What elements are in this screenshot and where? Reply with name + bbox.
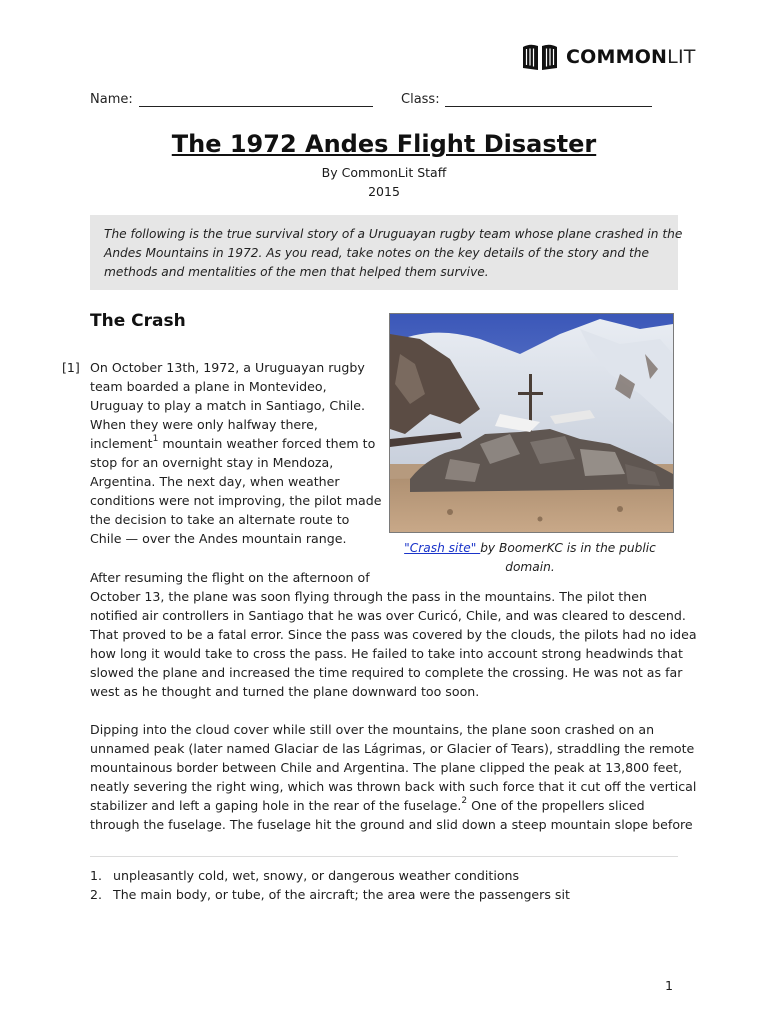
text-line: notified air controllers in Santiago that he was over Curicó, Chile, and was cleared to descend. bbox=[90, 608, 686, 623]
intro-line: The following is the true survival story of a Uruguayan rugby team whose plane crashed in the bbox=[104, 227, 683, 241]
open-book-icon bbox=[522, 43, 558, 71]
text-line: October 13, the plane was soon flying through the pass in the mountains. The pilot then bbox=[90, 589, 647, 604]
text-line: the decision to take an alternate route to bbox=[90, 512, 350, 527]
text-line: through the fuselage. The fuselage hit the ground and slid down a steep mountain slope before bbox=[90, 817, 693, 832]
footnote-divider bbox=[90, 856, 678, 857]
image-caption: "Crash site" by BoomerKC is in the public domain. bbox=[404, 541, 656, 574]
text-line: neatly severing the right wing, which was thrown back with such force that it cut off the vertical bbox=[90, 779, 697, 794]
crash-site-photo bbox=[389, 313, 674, 533]
publication-year: 2015 bbox=[368, 184, 400, 199]
text-line: After resuming the flight on the afternoon of bbox=[90, 570, 370, 585]
crash-site-link[interactable]: "Crash site" bbox=[404, 541, 481, 555]
footnote-ref[interactable]: 2 bbox=[461, 796, 468, 806]
intro-text bbox=[104, 225, 683, 282]
class-field[interactable] bbox=[445, 106, 652, 107]
footnote-number: 2. bbox=[90, 887, 103, 902]
name-label: Name: bbox=[90, 92, 133, 107]
text-line: On October 13th, 1972, a Uruguayan rugby bbox=[90, 360, 365, 375]
text-line: Dipping into the cloud cover while still over the mountains, the plane soon crashed on an bbox=[90, 722, 655, 737]
text-line: west as he thought and turned the plane downward too soon. bbox=[90, 684, 480, 699]
intro-line: Andes Mountains in 1972. As you read, take notes on the key details of the story and the bbox=[104, 246, 649, 260]
document-title: The 1972 Andes Flight Disaster bbox=[171, 130, 597, 158]
glossary-word: inclement bbox=[90, 436, 153, 451]
text-line: conditions were not improving, the pilot made bbox=[90, 493, 382, 508]
intro-line: methods and mentalities of the men that helped them survive. bbox=[104, 265, 489, 279]
text-line: inclement$^1$ mountain weather forced them to bbox=[90, 434, 376, 451]
byline: By CommonLit Staff bbox=[321, 165, 447, 180]
text-line: Uruguay to play a match in Santiago, Chile. bbox=[90, 398, 365, 413]
page-number: 1 bbox=[665, 978, 674, 993]
text-line: how long it would take to cross the pass. He failed to take into account strong headwinds that bbox=[90, 646, 683, 661]
text-line: Argentina. The next day, when weather bbox=[90, 474, 340, 489]
paragraph-3 bbox=[90, 720, 697, 834]
text-line: That proved to be a fatal error. Since the pass was covered by the clouds, the pilots had no idea bbox=[90, 627, 697, 642]
class-label: Class: bbox=[401, 92, 440, 107]
name-field[interactable] bbox=[139, 106, 373, 107]
text-line: mountainous border between Chile and Argentina. The plane clipped the peak at 13,800 feet, bbox=[90, 760, 683, 775]
paragraph-2 bbox=[90, 568, 697, 701]
text-line: stabilizer and left a gaping hole in the rear of the fuselage.$^2$ One of the propellers sliced bbox=[90, 796, 645, 813]
footnote-item bbox=[90, 885, 570, 904]
footnote-number: 1. bbox=[90, 868, 103, 883]
footnote-text: unpleasantly cold, wet, snowy, or dangerous weather conditions bbox=[113, 868, 520, 883]
paragraph-number: [1] bbox=[62, 360, 80, 375]
footnote-item bbox=[90, 866, 519, 885]
footnote-ref[interactable]: 1 bbox=[152, 434, 159, 444]
brand-name: COMMONLIT bbox=[566, 46, 696, 68]
paragraph-1 bbox=[90, 358, 380, 548]
text-line: team boarded a plane in Montevideo, bbox=[90, 379, 327, 394]
commonlit-logo bbox=[522, 42, 696, 72]
text-line: When they were only halfway there, bbox=[90, 417, 318, 432]
section-heading: The Crash bbox=[90, 311, 186, 331]
text-line: stop for an overnight stay in Mendoza, bbox=[90, 455, 334, 470]
intro-box bbox=[90, 215, 683, 290]
text-line: slowed the plane and increased the time required to complete the crossing. He was not as far bbox=[90, 665, 683, 680]
text-line: Chile — over the Andes mountain range. bbox=[90, 531, 347, 546]
footnote-text: The main body, or tube, of the aircraft; the area were the passengers sit bbox=[113, 887, 570, 902]
text-line: unnamed peak (later named Glaciar de las Lágrimas, or Glacier of Tears), straddling the remote bbox=[90, 741, 695, 756]
